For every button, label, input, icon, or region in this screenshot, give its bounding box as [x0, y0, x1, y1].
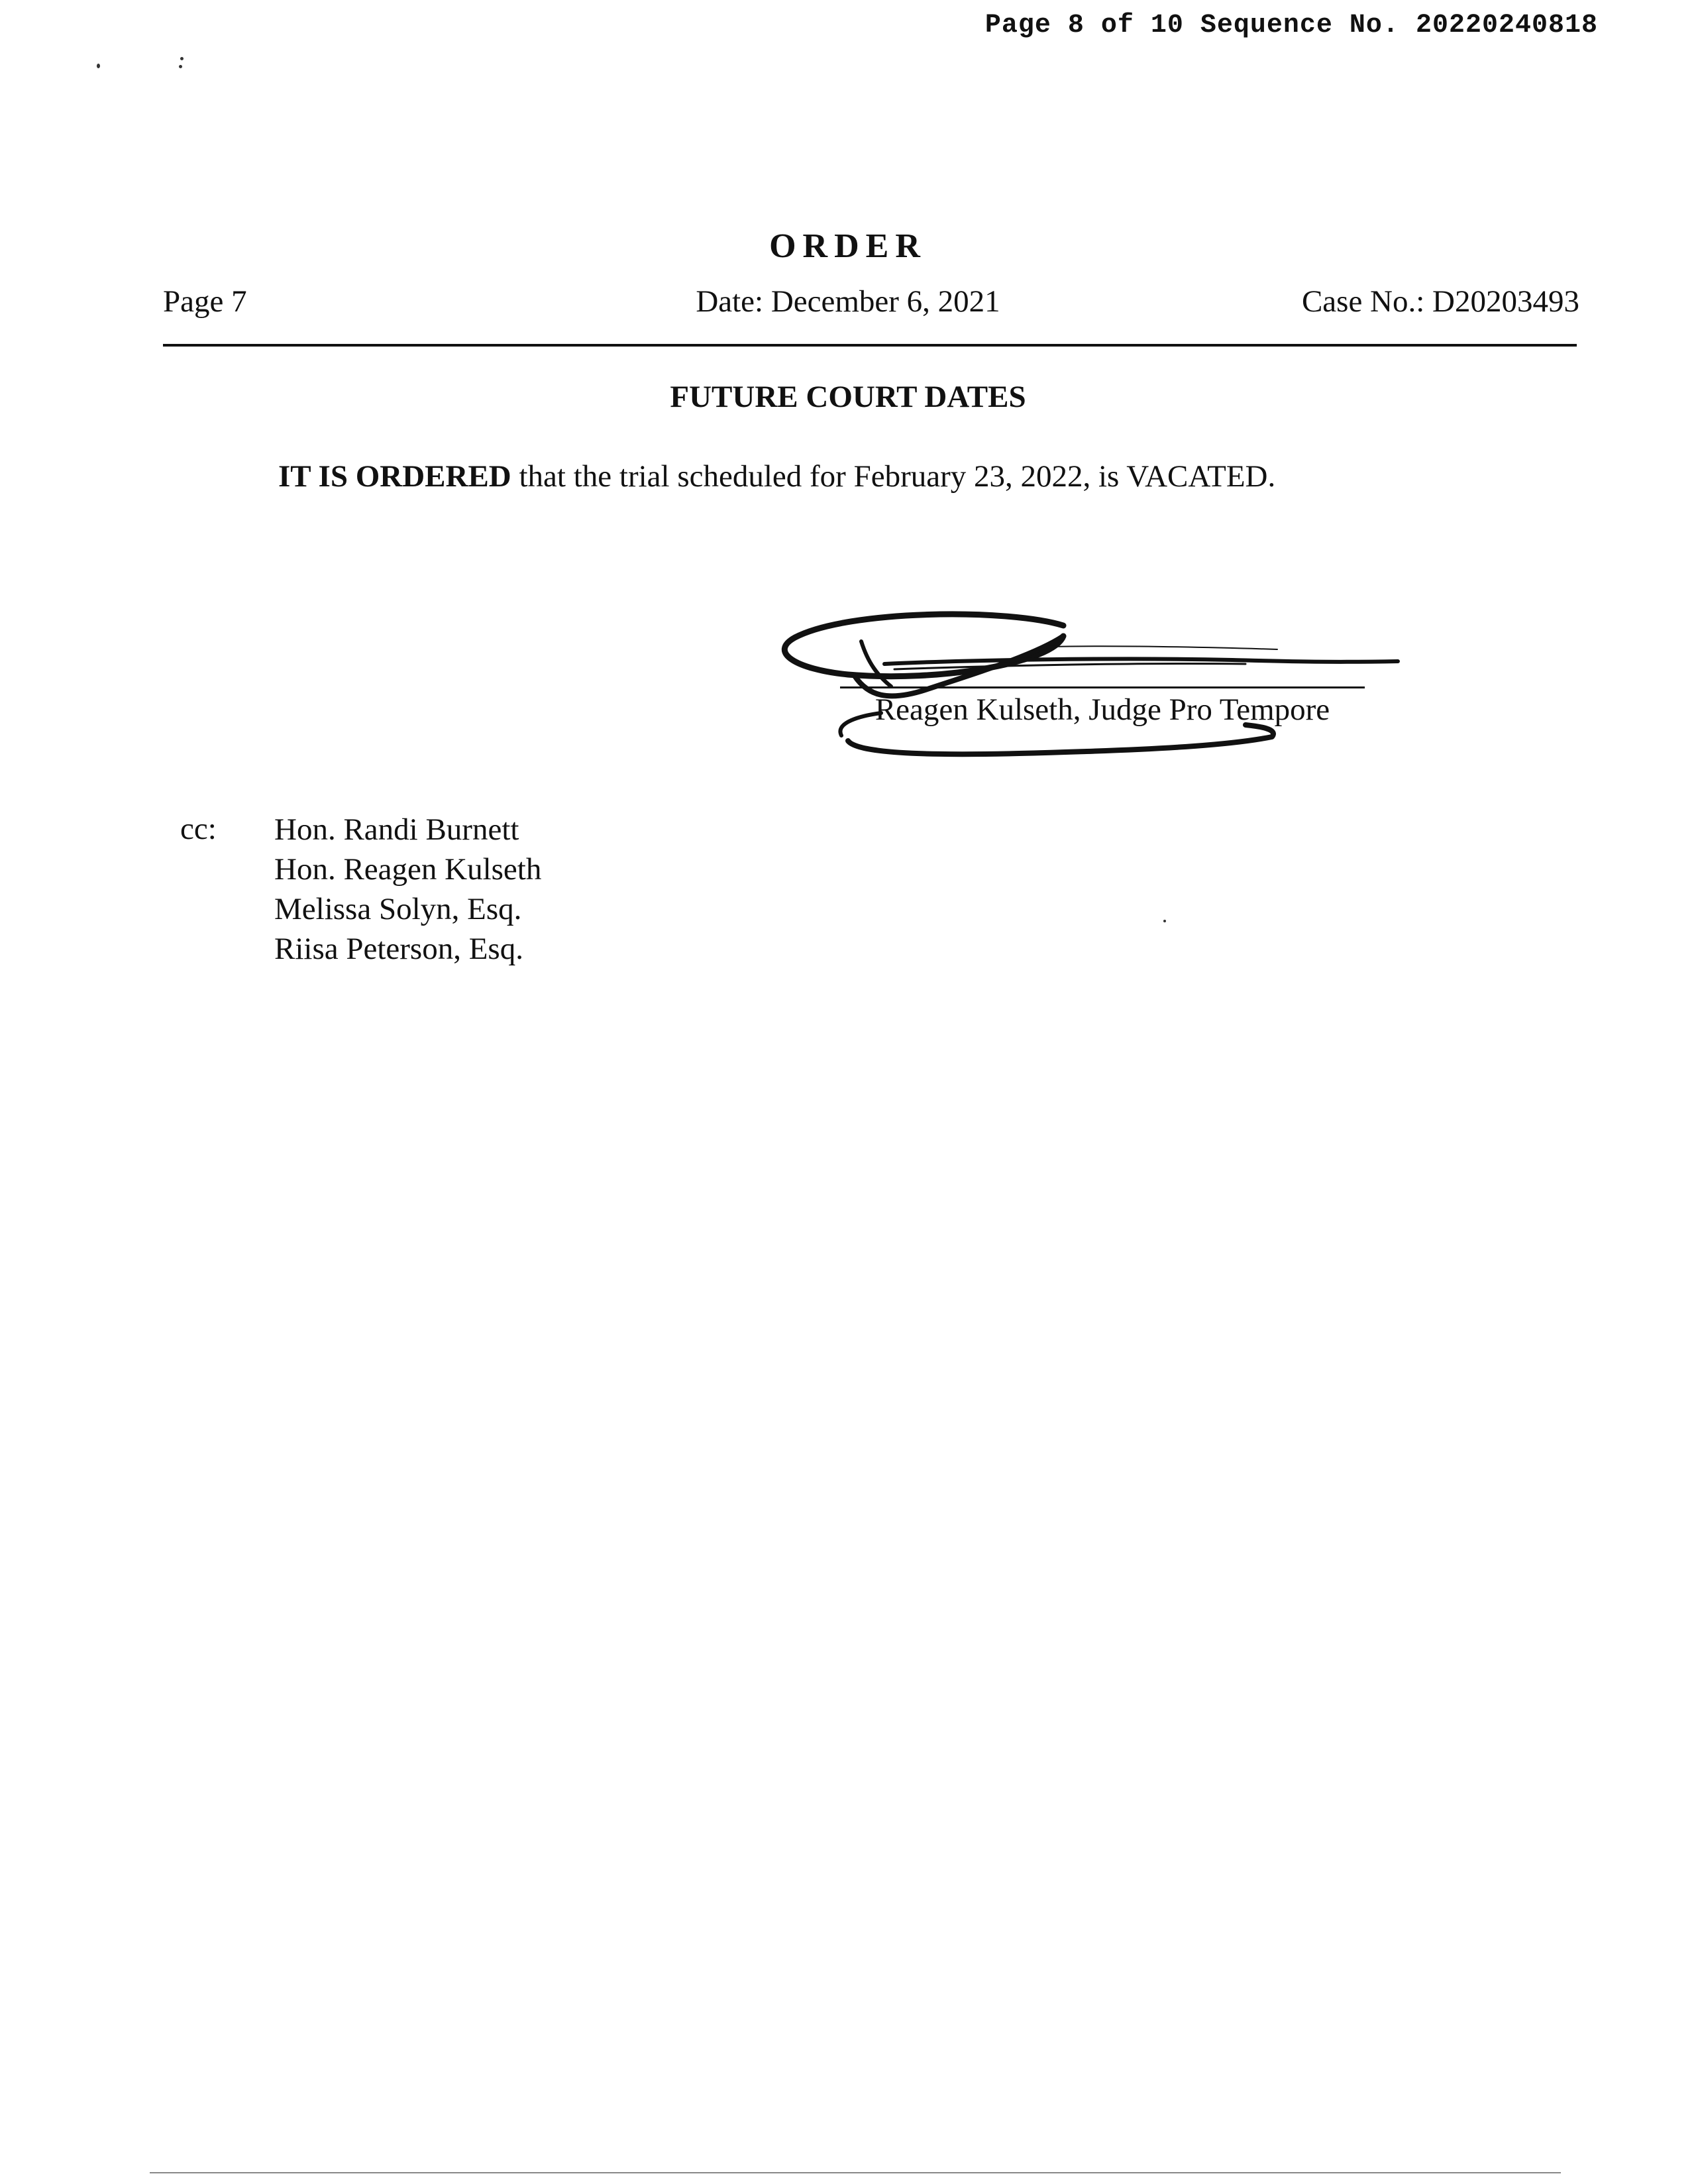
cc-recipient: Hon. Reagen Kulseth	[274, 852, 542, 887]
page-label: Page 7	[163, 284, 247, 319]
scan-speck	[179, 65, 182, 68]
scan-speck	[97, 64, 100, 68]
sequence-stamp: Page 8 of 10 Sequence No. 20220240818	[984, 11, 1598, 40]
order-date: Date: December 6, 2021	[696, 284, 1000, 319]
cc-recipient: Melissa Solyn, Esq.	[274, 892, 522, 926]
signature-line	[840, 686, 1365, 688]
handwritten-signature	[768, 596, 1418, 769]
order-paragraph	[278, 459, 1275, 494]
cc-label: cc:	[180, 812, 217, 846]
case-number: Case No.: D20203493	[1301, 284, 1579, 319]
document-title: ORDER	[769, 227, 927, 265]
order-lead: IT IS ORDERED	[278, 459, 511, 494]
signer-name: Reagen Kulseth, Judge Pro Tempore	[874, 692, 1330, 727]
scan-speck	[180, 57, 184, 60]
header-divider	[163, 344, 1577, 347]
order-body: that the trial scheduled for February 23, 2022, is VACATED.	[511, 459, 1276, 494]
footer-divider	[150, 2172, 1561, 2173]
scan-speck	[1163, 920, 1166, 922]
cc-recipient: Riisa Peterson, Esq.	[274, 932, 523, 966]
cc-recipient: Hon. Randi Burnett	[274, 812, 519, 847]
cc-recipient-list	[274, 810, 541, 969]
section-heading: FUTURE COURT DATES	[670, 380, 1026, 414]
